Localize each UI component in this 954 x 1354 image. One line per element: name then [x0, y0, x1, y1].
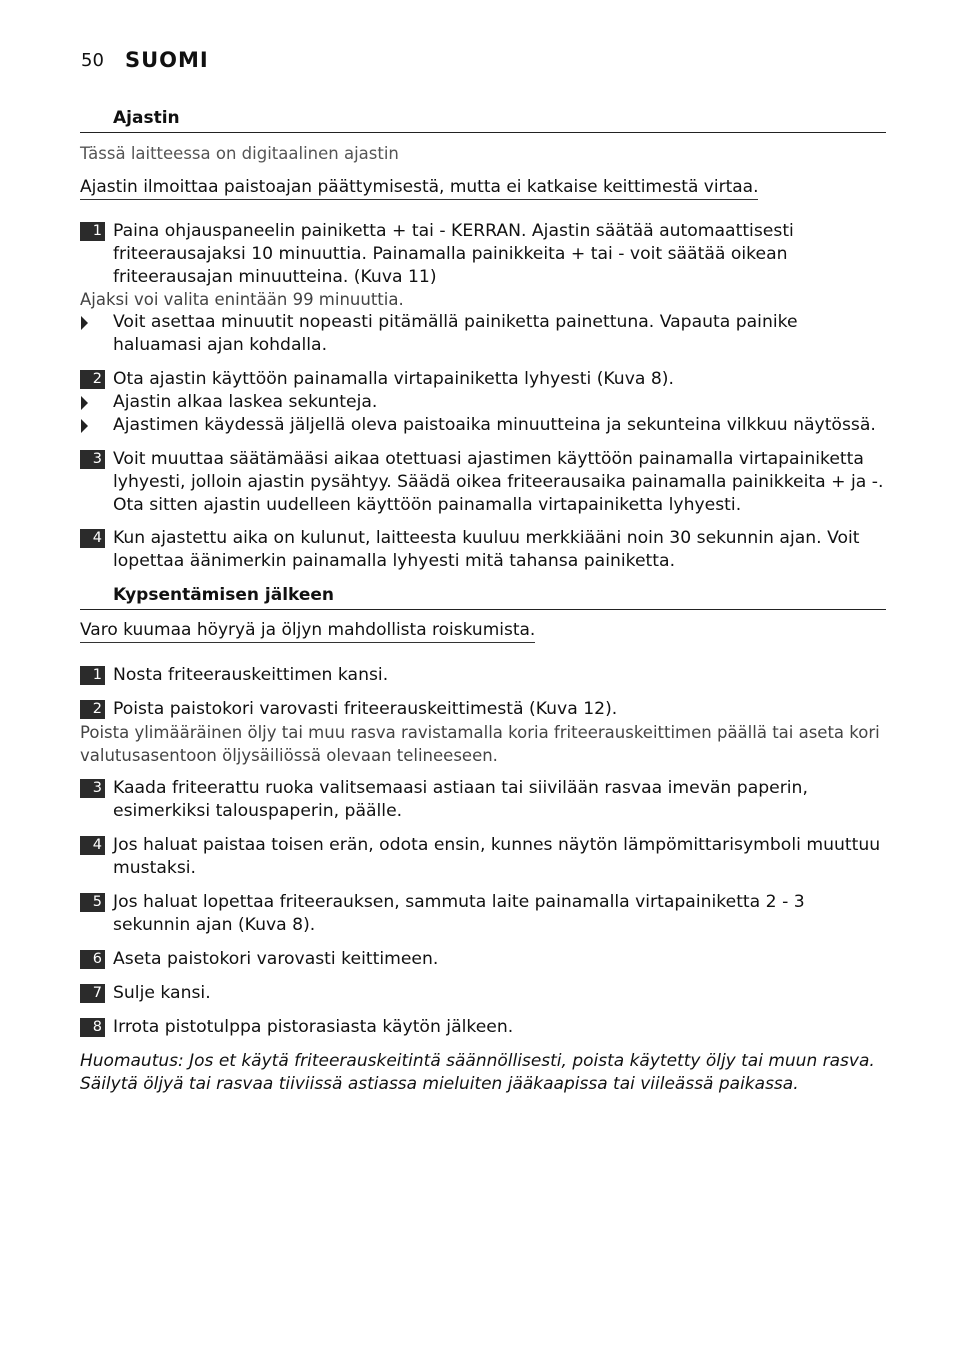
step-number-badge: 2 — [80, 370, 105, 389]
bullet-item — [80, 391, 890, 414]
step-number-badge: 3 — [80, 450, 105, 469]
step-number-badge: 4 — [80, 836, 105, 855]
step-item — [80, 664, 890, 687]
step-number-badge: 1 — [80, 222, 105, 241]
step-number-badge: 7 — [80, 984, 105, 1003]
section-divider — [80, 609, 886, 610]
page-number: 50 — [81, 50, 104, 71]
language-heading: SUOMI — [125, 48, 209, 72]
step-text: Ota ajastin käyttöön painamalla virtapainiketta lyhyesti (Kuva 8). — [113, 369, 674, 389]
section-intro: Tässä laitteessa on digitaalinen ajastin — [80, 144, 399, 163]
bullet-triangle-icon — [81, 316, 88, 330]
step-item — [80, 698, 890, 721]
step-number-badge: 8 — [80, 1018, 105, 1037]
step-note: Ajaksi voi valita enintään 99 minuuttia. — [80, 290, 404, 309]
step-item — [80, 834, 890, 880]
step-number-badge: 6 — [80, 950, 105, 969]
step-item — [80, 527, 890, 573]
step-text: Nosta friteerauskeittimen kansi. — [113, 665, 389, 685]
step-text: Poista paistokori varovasti friteerauskeittimestä (Kuva 12). — [113, 699, 618, 719]
step-item — [80, 777, 890, 823]
step-item — [80, 982, 890, 1005]
step-text: Paina ohjauspaneelin painiketta + tai - KERRAN. Ajastin säätää automaattisesti friteerausajaksi 10 minuuttia. Painamalla painikkeita + tai - voit säätää oikean friteerausajan minuutteina. (Kuva 11) — [113, 221, 794, 287]
section-title-ajastin: Ajastin — [113, 108, 180, 128]
step-note: Poista ylimääräinen öljy tai muu rasva ravistamalla koria friteerauskeittimen päällä tai aseta kori valutusasentoon öljysäiliössä olevaan telineeseen. — [80, 723, 880, 765]
bullet-item — [80, 414, 890, 437]
step-item — [80, 448, 890, 517]
step-text: Kun ajastettu aika on kulunut, laitteesta kuuluu merkkiääni noin 30 sekunnin ajan. Voit lopettaa äänimerkin painamalla lyhyesti mitä tahansa painiketta. — [113, 528, 860, 571]
step-text: Kaada friteerattu ruoka valitsemaasi astiaan tai siivilään rasvaa imevän paperin, esimerkiksi talouspaperin, päälle. — [113, 778, 808, 821]
step-number-badge: 5 — [80, 893, 105, 912]
bullet-text: Ajastimen käydessä jäljellä oleva paistoaika minuutteina ja sekunteina vilkkuu näytössä. — [113, 415, 876, 435]
step-item — [80, 1016, 890, 1039]
bullet-item — [80, 311, 890, 357]
footnote: Huomautus: Jos et käytä friteerauskeitintä säännöllisesti, poista käytetty öljy tai muun rasva. Säilytä öljyä tai rasvaa tiiviissä astiassa mieluiten jääkaapissa tai viileässä paikassa. — [80, 1051, 875, 1094]
bullet-text: Ajastin alkaa laskea sekunteja. — [113, 392, 378, 412]
step-number-badge: 3 — [80, 779, 105, 798]
step-item — [80, 948, 890, 971]
step-number-badge: 2 — [80, 700, 105, 719]
step-text: Jos haluat paistaa toisen erän, odota ensin, kunnes näytön lämpömittarisymboli muuttuu mustaksi. — [113, 835, 881, 878]
bullet-triangle-icon — [81, 419, 88, 433]
warning-text: Ajastin ilmoittaa paistoajan päättymisestä, mutta ei katkaise keittimestä virtaa. — [80, 176, 758, 200]
step-text: Voit muuttaa säätämääsi aikaa otettuasi ajastimen käyttöön painamalla virtapainiketta lyhyesti, jolloin ajastin pysähtyy. Säädä oikea friteerausaika painamalla painikkeita + ja -. Ota sitten ajastin uudelleen käyttöön painamalla virtapainiketta lyhyesti. — [113, 449, 884, 515]
step-number-badge: 1 — [80, 666, 105, 685]
step-text: Sulje kansi. — [113, 983, 211, 1003]
step-item — [80, 220, 890, 289]
step-text: Irrota pistotulppa pistorasiasta käytön jälkeen. — [113, 1017, 514, 1037]
bullet-text: Voit asettaa minuutit nopeasti pitämällä painiketta painettuna. Vapauta painike haluamasi ajan kohdalla. — [113, 312, 798, 355]
step-item — [80, 891, 890, 937]
bullet-triangle-icon — [81, 396, 88, 410]
step-number-badge: 4 — [80, 529, 105, 548]
step-item — [80, 368, 890, 391]
step-text: Jos haluat lopettaa friteerauksen, sammuta laite painamalla virtapainiketta 2 - 3 sekunnin ajan (Kuva 8). — [113, 892, 805, 935]
step-text: Aseta paistokori varovasti keittimeen. — [113, 949, 439, 969]
warning-text: Varo kuumaa höyryä ja öljyn mahdollista roiskumista. — [80, 619, 535, 643]
section-title-kypsentamisen-jalkeen: Kypsentämisen jälkeen — [113, 585, 335, 605]
section-divider — [80, 132, 886, 133]
